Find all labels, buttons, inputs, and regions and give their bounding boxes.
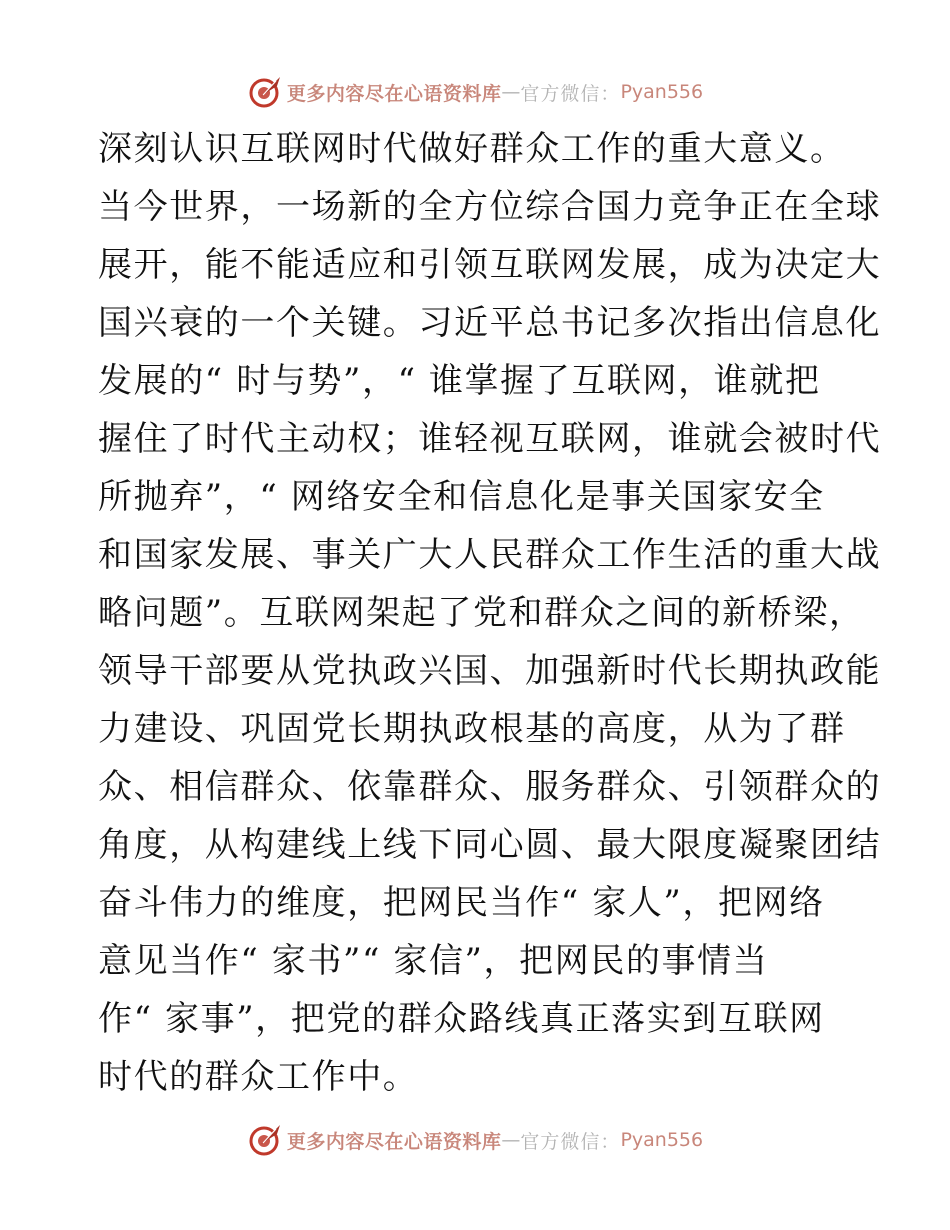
watermark-wechat-id: Pyan556 (620, 1129, 704, 1151)
text-line: 和国家发展、事关广大人民群众工作生活的重大战 (98, 535, 882, 575)
text-line: 握住了时代主动权；谁轻视互联网，谁就会被时代 (98, 419, 882, 459)
watermark-main-text: 更多内容尽在心语资料库 (286, 82, 502, 105)
watermark-main-text: 更多内容尽在心语资料库 (286, 1130, 502, 1153)
watermark-official-label: 官方微信： (520, 82, 621, 105)
quill-logo-icon (247, 74, 283, 110)
text-line: 力建设、巩固党长期执政根基的高度，从为了群 (98, 709, 846, 749)
watermark-footer (0, 1118, 950, 1162)
watermark-separator: — (501, 81, 521, 103)
watermark-header (0, 70, 950, 114)
text-line: 角度，从构建线上线下同心圆、最大限度凝聚团结 (98, 825, 882, 865)
text-line: 众、相信群众、依靠群众、服务群众、引领群众的 (98, 767, 882, 807)
text-line: 领导干部要从党执政兴国、加强新时代长期执政能 (98, 651, 882, 691)
text-line: 时代的群众工作中。 (98, 1057, 419, 1097)
watermark-separator: — (501, 1129, 521, 1151)
text-line: 所抛弃”，“ 网络安全和信息化是事关国家安全 (98, 477, 825, 517)
text-line: 发展的“ 时与势”，“ 谁掌握了互联网，谁就把 (98, 361, 821, 401)
document-body (98, 120, 882, 1106)
text-line: 深刻认识互联网时代做好群众工作的重大意义。 (98, 129, 846, 169)
text-line: 当今世界，一场新的全方位综合国力竞争正在全球 (98, 187, 882, 227)
watermark-official-label: 官方微信： (520, 1130, 621, 1153)
watermark-wechat-id: Pyan556 (620, 81, 704, 103)
text-line: 展开，能不能适应和引领互联网发展，成为决定大 (98, 245, 882, 285)
text-line: 奋斗伟力的维度，把网民当作“ 家人”，把网络 (98, 883, 825, 923)
quill-logo-icon (247, 1122, 283, 1158)
text-line: 国兴衰的一个关键。习近平总书记多次指出信息化 (98, 303, 882, 343)
text-line: 略问题”。互联网架起了党和群众之间的新桥梁， (98, 593, 865, 633)
text-line: 意见当作“ 家书”“ 家信”，把网民的事情当 (98, 941, 769, 981)
text-line: 作“ 家事”，把党的群众路线真正落实到互联网 (98, 999, 825, 1039)
